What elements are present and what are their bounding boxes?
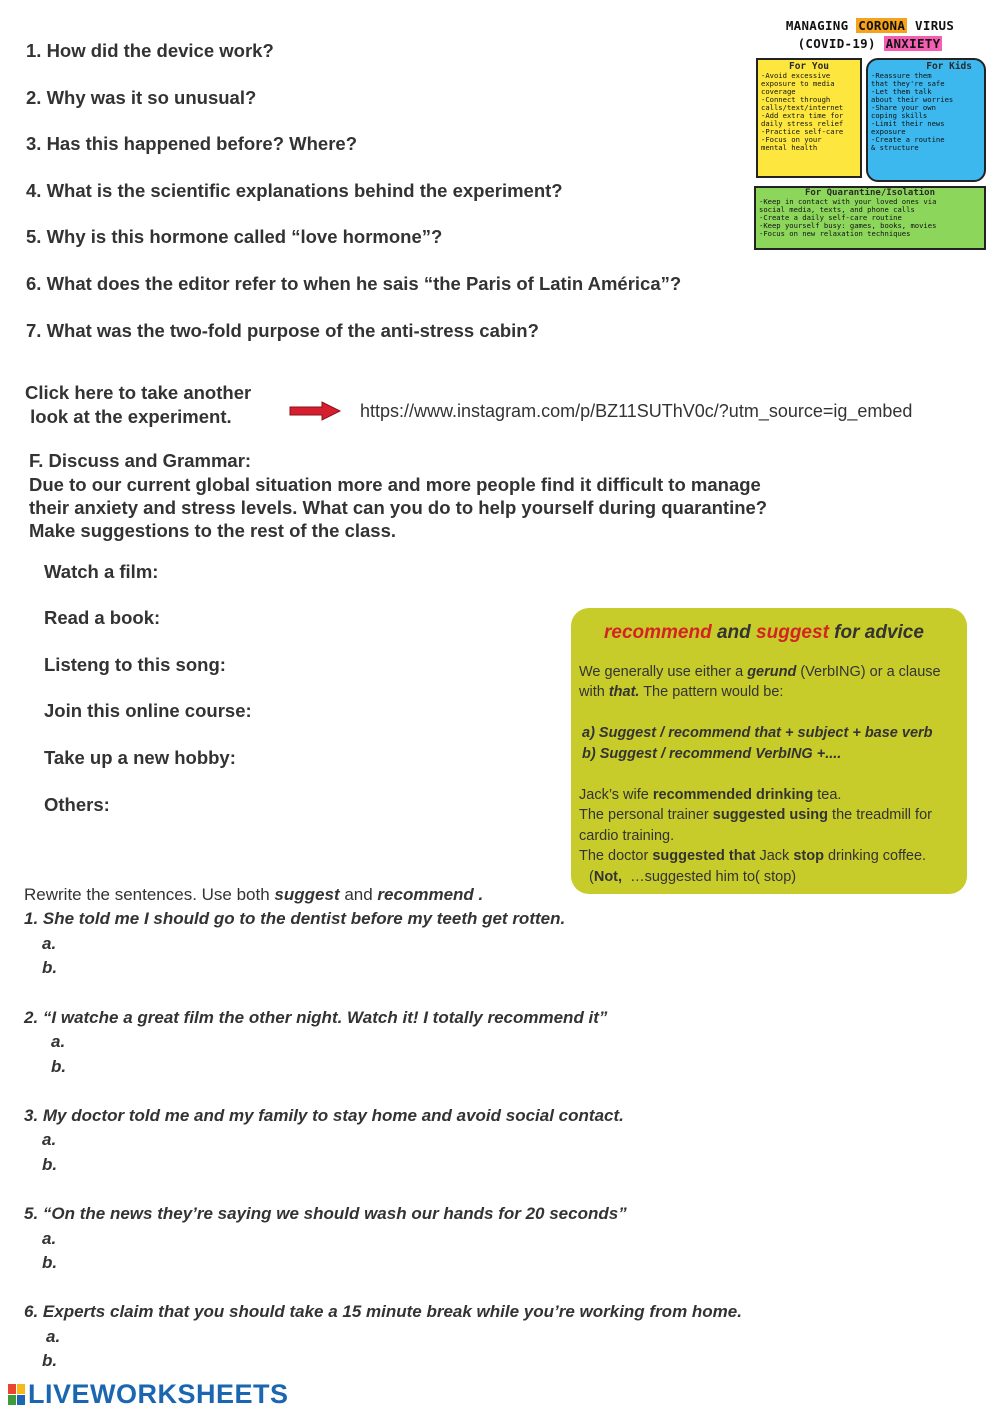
for-you-line: exposure to media: [761, 79, 835, 88]
for-you-line: -Practice self-care: [761, 127, 844, 136]
answer-label-b: b.: [42, 958, 58, 977]
logo-blocks-icon: [8, 1384, 25, 1405]
quarantine-header: For Quarantine/Isolation: [804, 188, 936, 198]
arrow-right-icon: [288, 401, 342, 421]
for-you-line: -Add extra time for: [761, 111, 844, 120]
quarantine-line: -Keep yourself busy: games, books, movies: [759, 221, 937, 230]
for-you-header: For You: [788, 61, 830, 72]
question-7: 7. What was the two-fold purpose of the anti-stress cabin?: [26, 320, 539, 341]
quarantine-line: social media, texts, and phone calls: [759, 205, 915, 214]
grammar-intro-line1: We generally use either a gerund (VerbING) or a clause: [579, 664, 941, 680]
discuss-heading: F. Discuss and Grammar:: [29, 450, 252, 471]
answer-label-b: b.: [51, 1057, 67, 1076]
for-you-line: mental health: [761, 143, 818, 152]
question-4: 4. What is the scientific explanations behind the experiment?: [26, 180, 563, 201]
for-you-line: -Focus on your: [761, 135, 822, 144]
for-kids-line: about their worries: [871, 95, 954, 104]
link-label-line2: look at the experiment.: [25, 406, 232, 427]
grammar-example-2-cont: cardio training.: [579, 828, 675, 844]
for-you-panel: [756, 58, 862, 178]
grammar-box: [571, 608, 967, 894]
question-5: 5. Why is this hormone called “love hormone”?: [26, 226, 443, 247]
rewrite-sentence-3: 3. My doctor told me and my family to stay home and avoid social contact.: [24, 1106, 624, 1125]
for-you-line: -Connect through: [761, 95, 831, 104]
answer-label-a: a.: [42, 934, 57, 953]
for-kids-panel: [866, 58, 986, 182]
answer-label-b: b.: [42, 1351, 58, 1370]
answer-label-a: a.: [51, 1032, 66, 1051]
grammar-note: (Not, …suggested him to( stop): [589, 869, 797, 885]
answer-label-a: a.: [42, 1229, 57, 1248]
rewrite-sentence-6: 6. Experts claim that you should take a 15 minute break while you’re working from home.: [24, 1302, 742, 1321]
answer-label-a: a.: [46, 1327, 61, 1346]
discuss-text-line: Make suggestions to the rest of the class.: [29, 520, 397, 541]
grammar-example-1: Jack’s wife recommended drinking tea.: [579, 787, 842, 803]
answer-label-b: b.: [42, 1253, 58, 1272]
for-kids-line: exposure: [871, 127, 906, 136]
question-2: 2. Why was it so unusual?: [26, 87, 257, 108]
suggestion-film: Watch a film:: [44, 561, 159, 582]
logo-text: LIVEWORKSHEETS: [28, 1378, 289, 1409]
for-kids-line: that they're safe: [871, 79, 945, 88]
question-3: 3. Has this happened before? Where?: [26, 133, 358, 154]
rewrite-sentence-2: 2. “I watche a great film the other night. Watch it! I totally recommend it”: [24, 1008, 608, 1027]
rewrite-instructions: Rewrite the sentences. Use both suggest and recommend .: [24, 885, 484, 904]
question-1: 1. How did the device work?: [26, 40, 274, 61]
for-you-line: coverage: [761, 87, 796, 96]
grammar-intro-line2: with that. The pattern would be:: [579, 684, 784, 700]
experiment-link[interactable]: https://www.instagram.com/p/BZ11SUThV0c/?utm_source=ig_embed: [360, 401, 913, 421]
quarantine-panel: [754, 186, 986, 250]
for-you-line: daily stress relief: [761, 119, 844, 128]
for-you-line: calls/text/internet: [761, 103, 844, 112]
infographic-title-line1: MANAGING CORONA VIRUS: [785, 18, 955, 33]
grammar-pattern-b: b) Suggest / recommend VerbING +....: [582, 746, 842, 762]
suggestion-song: Listeng to this song:: [44, 654, 226, 675]
quarantine-line: -Focus on new relaxation techniques: [759, 229, 911, 238]
for-kids-line: -Limit their news: [871, 119, 945, 128]
grammar-title: recommend and suggest for advice: [604, 622, 924, 643]
grammar-pattern-a: a) Suggest / recommend that + subject + base verb: [582, 725, 933, 741]
answer-label-b: b.: [42, 1155, 58, 1174]
rewrite-sentence-5: 5. “On the news they’re saying we should wash our hands for 20 seconds”: [24, 1204, 627, 1223]
quarantine-line: -Keep in contact with your loved ones via: [759, 197, 937, 206]
for-kids-line: coping skills: [871, 111, 928, 120]
rewrite-sentence-1: 1. She told me I should go to the dentist before my teeth get rotten.: [24, 909, 566, 928]
for-you-line: -Avoid excessive: [761, 71, 831, 80]
discuss-text-line: their anxiety and stress levels. What can you do to help yourself during quarantine?: [29, 497, 768, 518]
discuss-text-line: Due to our current global situation more and more people find it difficult to manage: [29, 474, 761, 495]
for-kids-line: -Create a routine: [871, 135, 945, 144]
suggestion-others: Others:: [44, 794, 110, 815]
for-kids-header: For Kids: [926, 61, 972, 72]
liveworksheets-logo[interactable]: [8, 1378, 289, 1410]
answer-label-a: a.: [42, 1130, 57, 1149]
for-kids-line: & structure: [871, 143, 919, 152]
grammar-example-3: The doctor suggested that Jack stop drinking coffee.: [579, 848, 927, 864]
grammar-example-2: The personal trainer suggested using the treadmill for: [579, 807, 932, 823]
for-kids-line: -Reassure them: [871, 71, 932, 80]
suggestion-book: Read a book:: [44, 607, 161, 628]
suggestion-course: Join this online course:: [44, 700, 252, 721]
link-label-line1: Click here to take another: [25, 382, 252, 403]
for-kids-line: -Let them talk: [871, 87, 932, 96]
infographic-title-line2: (COVID-19) ANXIETY: [797, 36, 941, 51]
question-6: 6. What does the editor refer to when he sais “the Paris of Latin América”?: [26, 273, 682, 294]
suggestion-hobby: Take up a new hobby:: [44, 747, 236, 768]
covid-anxiety-infographic: [752, 16, 988, 252]
for-kids-line: -Share your own: [871, 103, 936, 112]
quarantine-line: -Create a daily self-care routine: [759, 213, 902, 222]
